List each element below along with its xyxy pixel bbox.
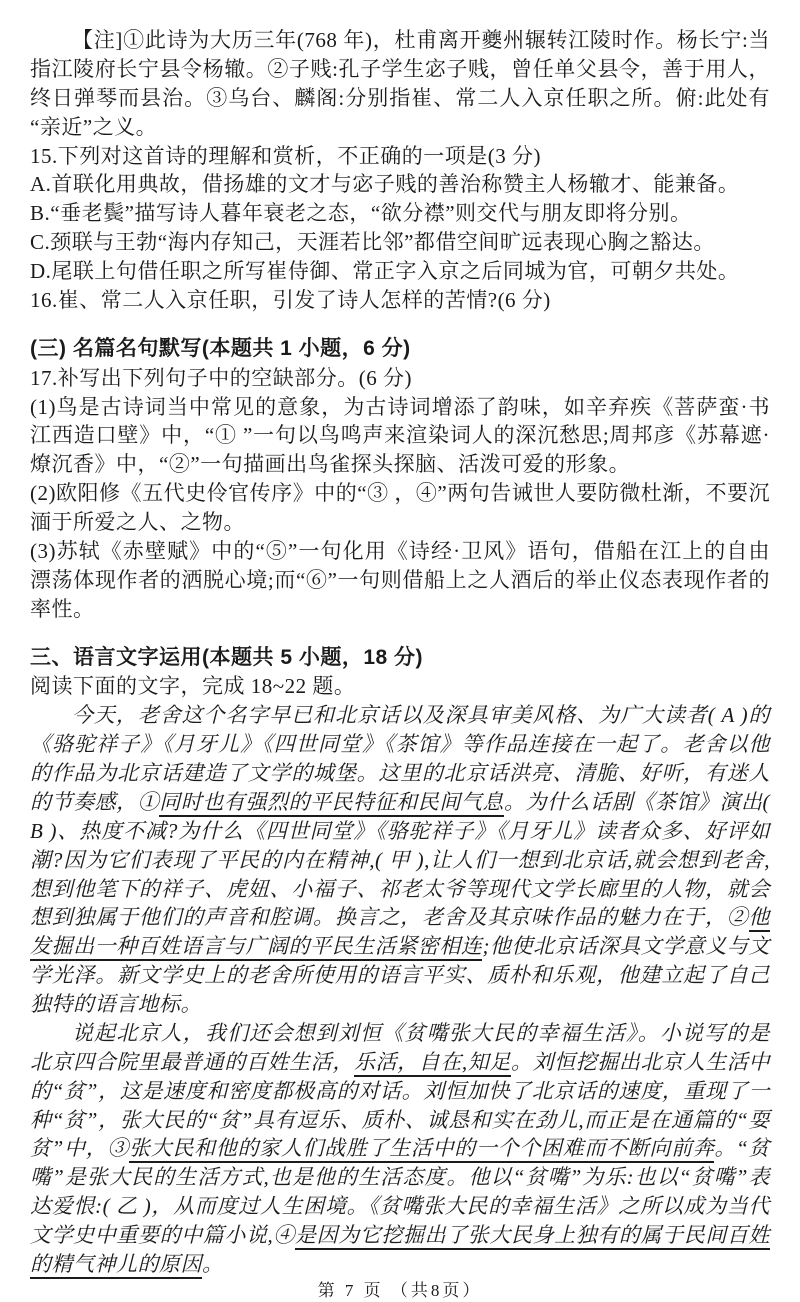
- question-17-part-2: [30, 479, 770, 537]
- text-run: (1)鸟是古诗词当中常见的意象，为古诗词增添了韵味，如辛弃疾《菩萨蛮·书江西造口壁》中，“① ”一句以鸟鸣声来渲染词人的深沉愁思;周邦彦《苏幕遮·燎沉香》中，“②”一句描画出鸟雀探头探脑、活泼可爱的形象。: [30, 394, 770, 477]
- reading-instruction: [30, 672, 770, 701]
- text-run: 17.补写出下列句子中的空缺部分。(6 分): [30, 365, 412, 390]
- question-15-option-c: [30, 228, 770, 257]
- note-paragraph: [30, 26, 770, 142]
- text-run: (三) 名篇名句默写(本题共 1 小题，6 分): [30, 336, 411, 360]
- underlined-text: 是因为它挖掘出了张大民身上独有的属于民间百姓的精气神儿的原因: [30, 1223, 770, 1279]
- text-run: D.尾联上句借任职之所写崔侍御、常正字入京之后同城为官，可朝夕共处。: [30, 259, 740, 283]
- text-run: 。刘恒挖掘出北京人生活中的“贫”，这是速度和密度都极高的对话。刘恒加快了北京话的速度，重现了一种“贫”，张大民的“贫”具有逗乐、质朴、诚恳和实在劲儿,而正是在通篇的“耍贫”中，③: [30, 1049, 771, 1161]
- section-3-heading: [30, 335, 770, 364]
- question-15-option-d: [30, 257, 770, 286]
- underlined-text: 同时也有强烈的平民特征和民间气息: [159, 790, 504, 817]
- question-15-option-b: [30, 199, 770, 228]
- text-run: C.颈联与王勃“海内存知己，天涯若比邻”都借空间旷远表现心胸之豁达。: [30, 230, 715, 255]
- text-run: 15.下列对这首诗的理解和赏析，不正确的一项是(3 分): [30, 143, 541, 168]
- text-run: (2)欧阳修《五代史伶官传序》中的“③ ，④”两句告诫世人要防微杜渐，不要沉湎于所爱之人、之物。: [30, 481, 770, 534]
- text-run: 。: [202, 1251, 224, 1276]
- section-4-heading: [30, 644, 770, 673]
- question-17: [30, 364, 770, 393]
- page-footer: 第 7 页 （共8页）: [317, 1280, 483, 1300]
- question-16: [30, 286, 770, 315]
- question-15-option-a: [30, 170, 770, 199]
- text-run: 说起北京人，我们还会想到刘恒《贫嘴张大民的幸福生活》。小说写的是北京四合院里最普通的百姓生活，: [30, 1020, 770, 1074]
- underlined-text: 张大民和他的家人们战胜了生活中的一个个困难而不断向前奔: [129, 1136, 714, 1163]
- text-run: (3)苏轼《赤壁赋》中的“⑤”一句化用《诗经·卫风》语句，借船在江上的自由漂荡体现作者的洒脱心境;而“⑥”一句则借船上之人酒后的举止仪态表现作者的率性。: [30, 538, 770, 621]
- question-15: [30, 142, 770, 171]
- question-17-part-3: [30, 537, 770, 624]
- reading-passage-paragraph-2: [30, 1019, 770, 1279]
- text-run: 今天，老舍这个名字早已和北京话以及深具审美风格、为广大读者( A )的《骆驼祥子》《月牙儿》《四世同堂》《茶馆》等作品连接在一起了。老舍以他的作品为北京话建造了文学的城堡。这里的北京话洪亮、清脆、好听，有迷人的节奏感，①: [30, 703, 770, 814]
- reading-passage-paragraph-1: [30, 701, 770, 1019]
- text-run: 。为什么话剧《茶馆》演出( B )、热度不减?为什么《四世同堂》《骆驼祥子》《月牙儿》读者众多、好评如潮?因为它们表现了平民的内在精神,( 甲 ),让人们一想到北京话,就会想到老舍,想到他笔下的祥子、虎妞、小福子、祁老太爷等现代文学长廊里的人物，就会想到独属于他们的声音和腔调。换言之，老舍及其京味作品的魅力在于，②: [30, 789, 771, 930]
- text-run: 【注]①此诗为大历三年(768 年)，杜甫离开夔州辗转江陵时作。杨长宁:当指江陵府长宁县令杨辙。②子贱:孔子学生宓子贱，曾任单父县令，善于用人，终日弹琴而县治。③乌台、麟阁:分别指崔、常二人入京任职之所。俯:此处有“亲近”之义。: [30, 28, 770, 139]
- underlined-text: 乐活，自在,知足: [354, 1050, 511, 1077]
- text-run: A.首联化用典故，借扬雄的文才与宓子贱的善治称赞主人杨辙才、能兼备。: [30, 172, 740, 197]
- text-run: 三、语言文字运用(本题共 5 小题，18 分): [30, 645, 424, 669]
- question-17-part-1: [30, 393, 770, 480]
- text-run: ;他使北京话深具文学意义与文学光泽。新文学史上的老舍所使用的语言平实、质朴和乐观，他建立起了自己独特的语言地标。: [30, 934, 771, 1016]
- underlined-text: 他发掘出一种百姓语言与广阔的平民生活紧密相连: [30, 905, 770, 961]
- text-run: 阅读下面的文字，完成 18~22 题。: [30, 674, 356, 699]
- text-run: 。“贫嘴”是张大民的生活方式,也是他的生活态度。他以“贫嘴”为乐:也以“贫嘴”表达爱恨:( 乙 )，从而度过人生困境。《贫嘴张大民的幸福生活》之所以成为当代文学史中重要的中篇小说,④: [30, 1136, 771, 1247]
- text-run: B.“垂老鬓”描写诗人暮年衰老之态，“欲分襟”则交代与朋友即将分别。: [30, 201, 692, 226]
- text-run: 16.崔、常二人入京任职，引发了诗人怎样的苦情?(6 分): [30, 287, 551, 312]
